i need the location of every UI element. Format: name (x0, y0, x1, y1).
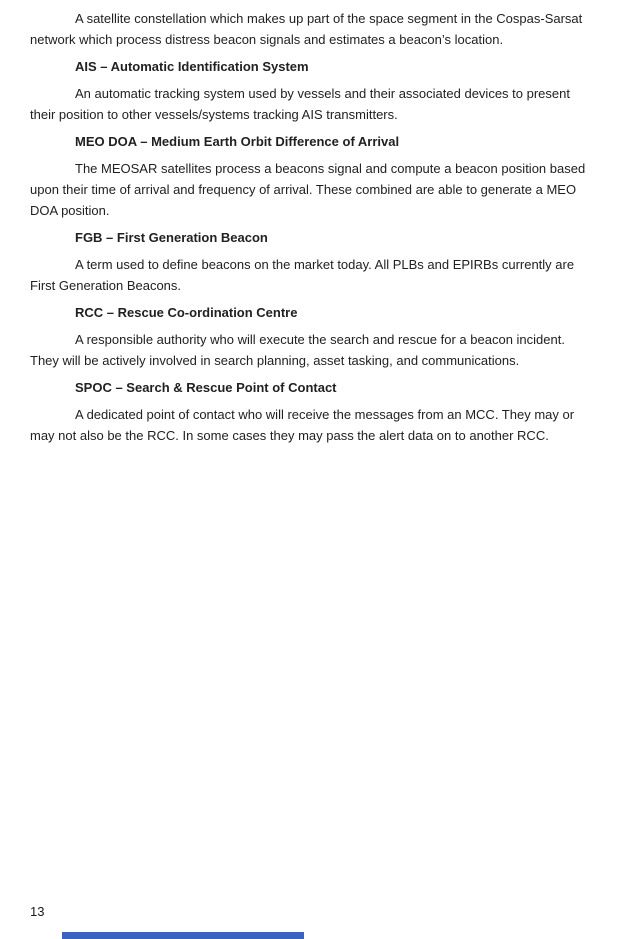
paragraph-rcc: A responsible authority who will execute the search and rescue for a beacon incident. They will be actively involved in search planning, asset tasking, and communications. (30, 332, 565, 368)
intro-paragraph: A satellite constellation which makes up part of the space segment in the Cospas-Sarsat network which process distress beacon signals and estimates a beacon’s location. (30, 11, 583, 47)
paragraph-fgb: A term used to define beacons on the market today. All PLBs and EPIRBs currently are First Generation Beacons. (30, 257, 575, 293)
paragraph-ais: An automatic tracking system used by vessels and their associated devices to present their position to other vessels/systems tracking AIS transmitters. (30, 86, 570, 122)
bottom-accent-bar (62, 932, 304, 939)
paragraph-meo-doa: The MEOSAR satellites process a beacons signal and compute a beacon position based upon their time of arrival and frequency of arrival. These combined are able to generate a MEO DOA position. (30, 161, 586, 218)
heading-rcc: RCC – Rescue Co-ordination Centre (75, 305, 298, 320)
heading-meo-doa: MEO DOA – Medium Earth Orbit Difference of Arrival (75, 134, 400, 149)
heading-fgb: FGB – First Generation Beacon (75, 230, 268, 245)
paragraph-spoc: A dedicated point of contact who will receive the messages from an MCC. They may or may not also be the RCC. In some cases they may pass the alert data on to another RCC. (30, 407, 575, 443)
heading-spoc: SPOC – Search & Rescue Point of Contact (75, 380, 337, 395)
heading-ais: AIS – Automatic Identification System (75, 59, 309, 74)
page-number: 13 (30, 904, 45, 919)
page-text-block (30, 8, 595, 452)
